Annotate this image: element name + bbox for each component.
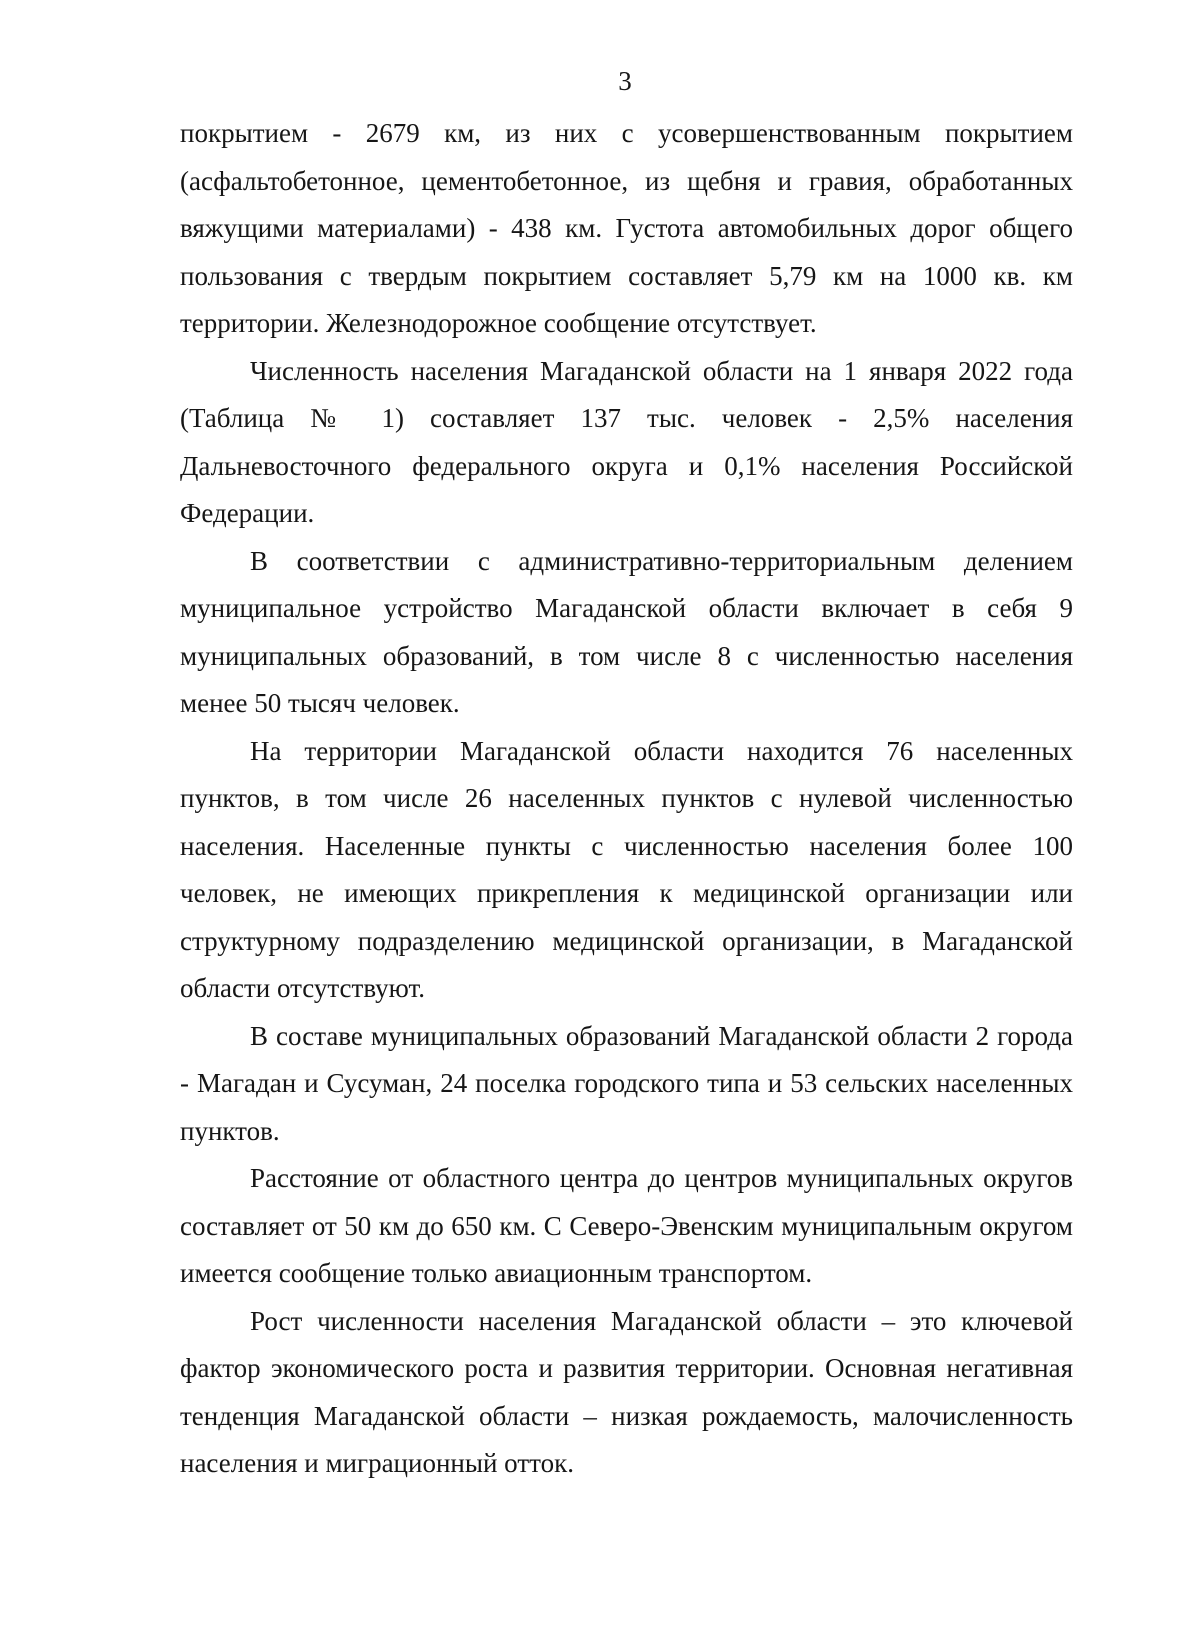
page-number: 3: [618, 66, 632, 96]
paragraph-population-growth: Рост численности населения Магаданской области – это ключевой фактор экономического роста и развития территории. Основная негативная тенденция Магаданской области – низкая рождаемость, малочисленность населения и миграционный отток.: [180, 1305, 1073, 1478]
paragraph-cities: В составе муниципальных образований Магаданской области 2 города - Магадан и Сусуман, 24 поселка городского типа и 53 сельских населенных пунктов.: [180, 1020, 1073, 1146]
paragraph-municipal-structure: В соответствии с административно-территориальным делением муниципальное устройство Магаданской области включает в себя 9 муниципальных образований, в том числе 8 с численностью населения менее 50 тысяч человек.: [180, 545, 1073, 718]
paragraph-distances: Расстояние от областного центра до центров муниципальных округов составляет от 50 км до 650 км. С Северо-Эвенским муниципальным округом имеется сообщение только авиационным транспортом.: [180, 1163, 1073, 1288]
document-body: [180, 110, 1073, 1488]
paragraph-settlements: На территории Магаданской области находится 76 населенных пунктов, в том числе 26 населенных пунктов с нулевой численностью населения. Населенные пункты с численностью населения более 100 человек, не имеющих прикрепления к медицинской организации или структурному подразделению медицинской организации, в Магаданской области отсутствуют.: [180, 735, 1073, 1003]
paragraph-road-network: покрытием - 2679 км, из них с усовершенствованным покрытием (асфальтобетонное, цементобетонное, из щебня и гравия, обработанных вяжущими материалами) - 438 км. Густота автомобильных дорог общего пользования с твердым покрытием составляет 5,79 км на 1000 кв. км территории. Железнодорожное сообщение отсутствует.: [180, 118, 1073, 338]
paragraph-population: Численность населения Магаданской области на 1 января 2022 года (Таблица № 1) составляет 137 тыс. человек - 2,5% населения Дальневосточного федерального округа и 0,1% населения Российской Федерации.: [180, 355, 1073, 528]
